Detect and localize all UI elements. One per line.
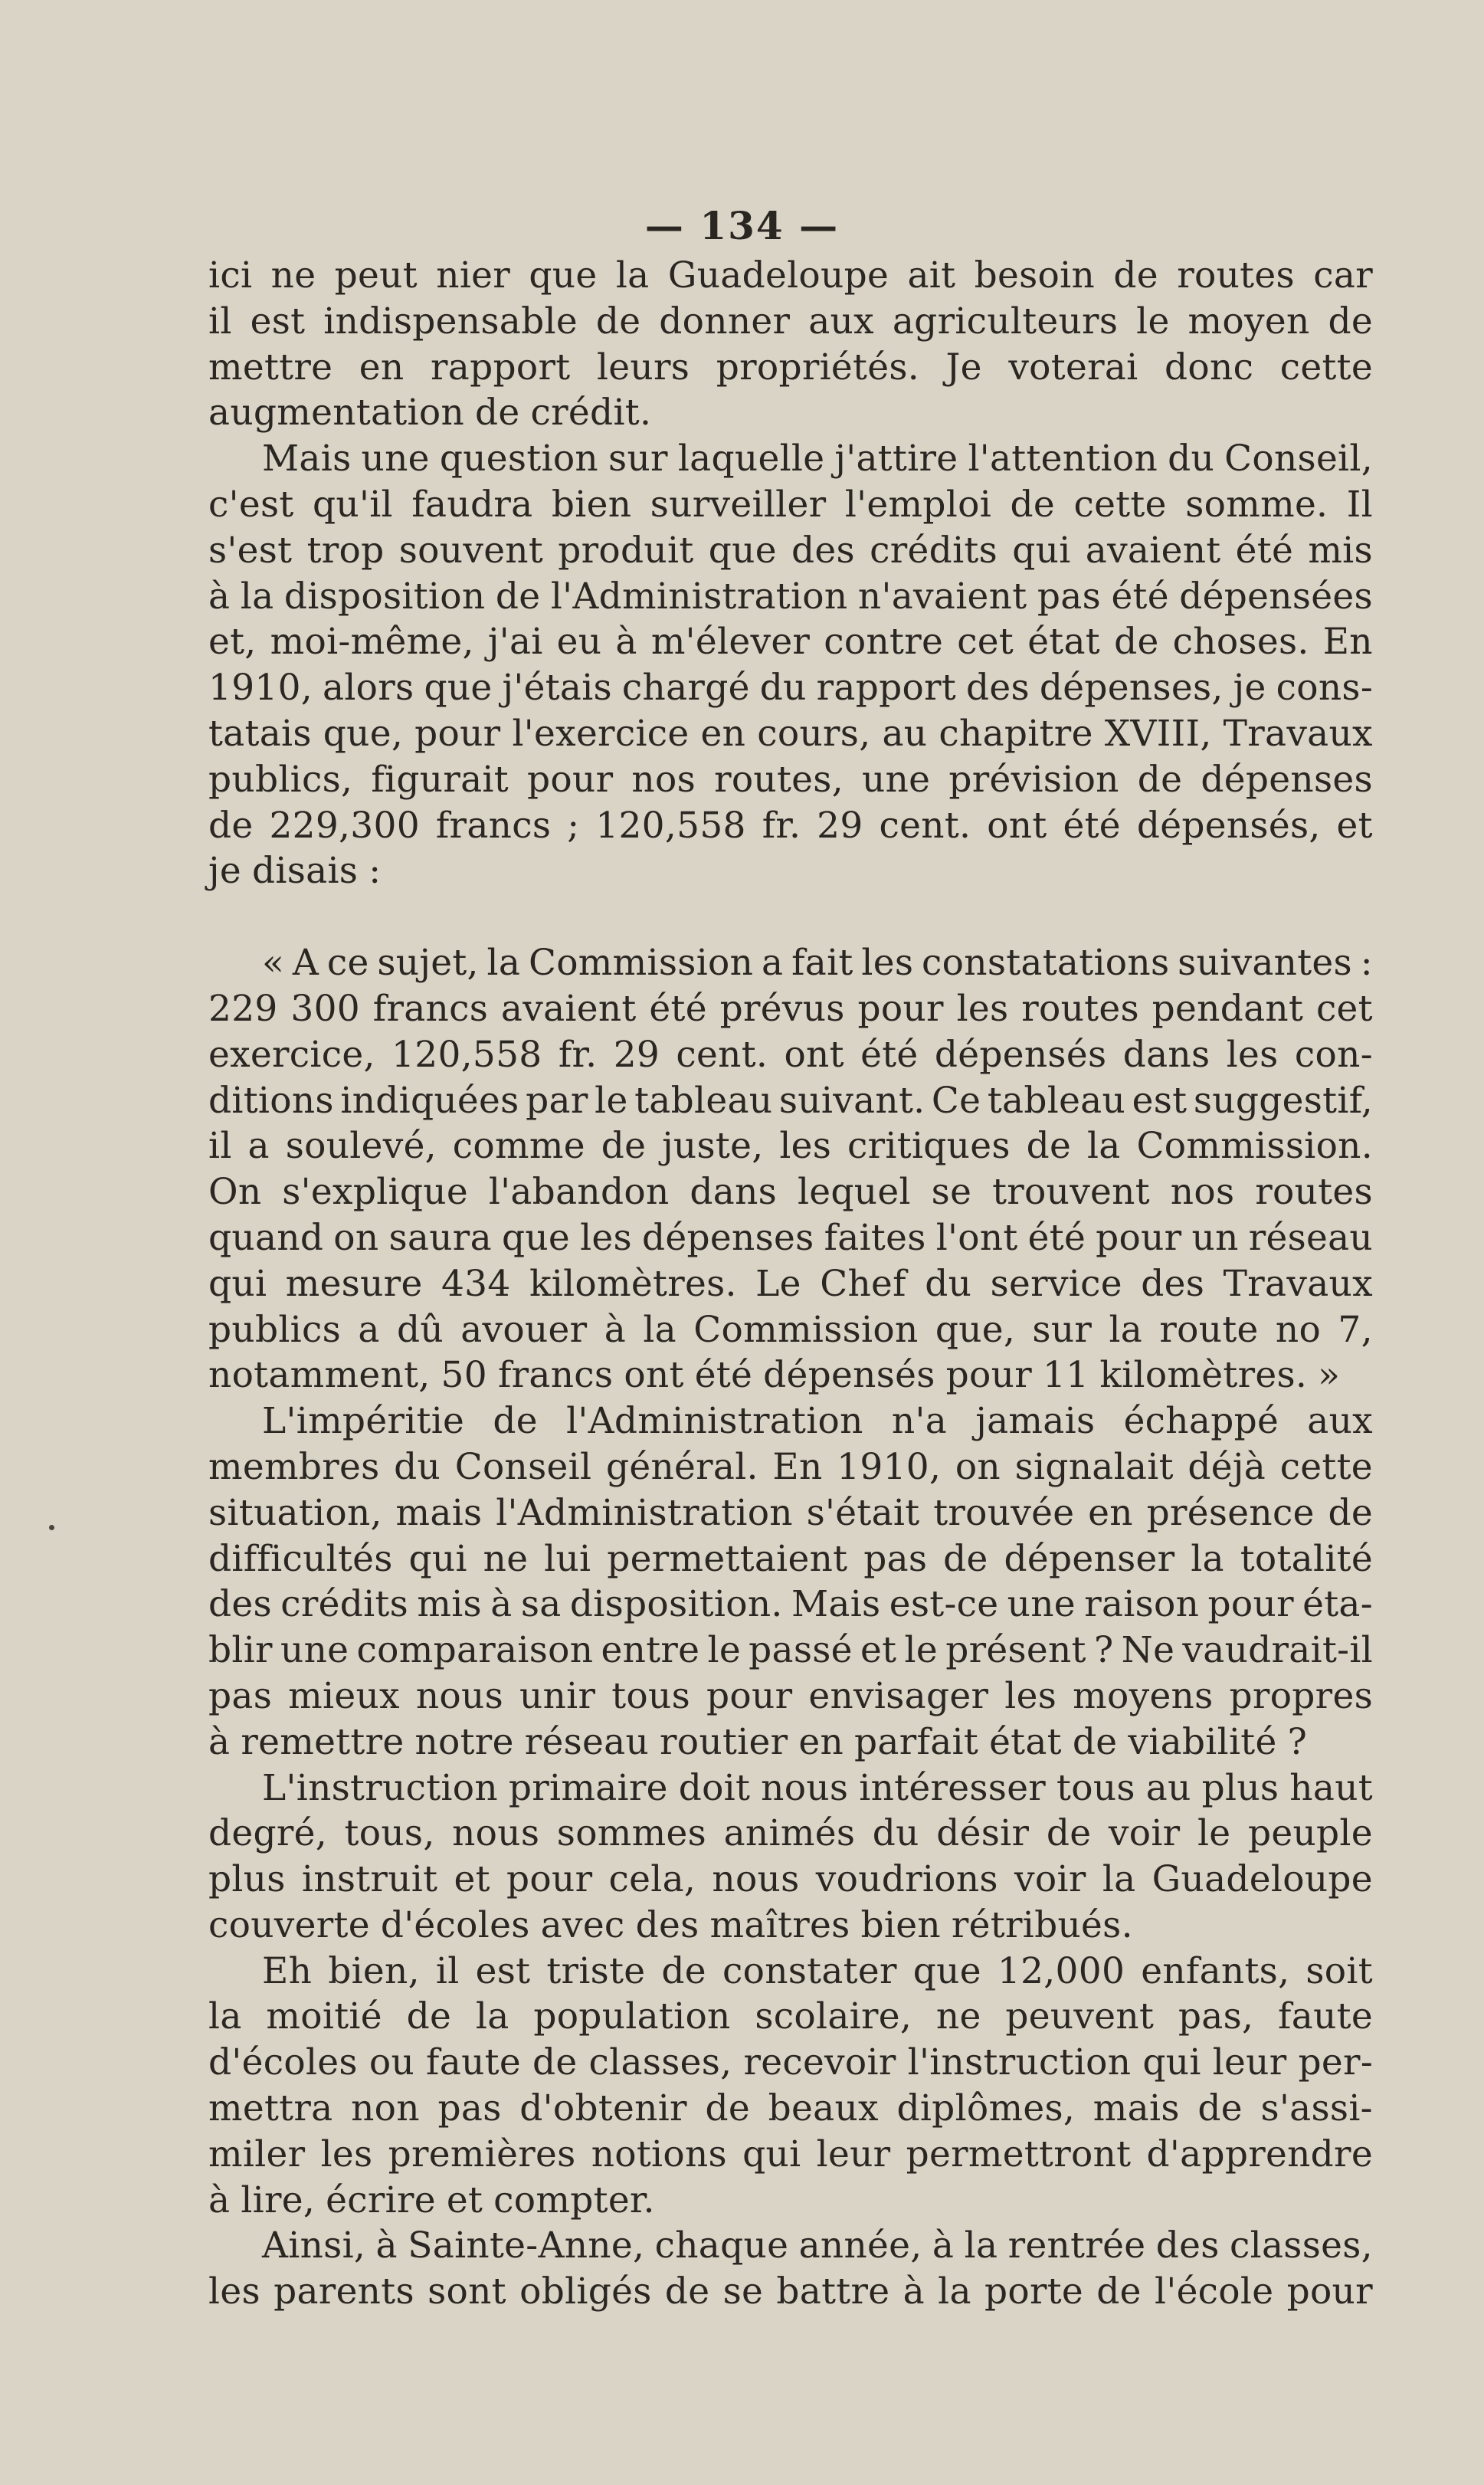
text-line: il a soulevé, comme de juste, les critiques de la Commission. xyxy=(208,1125,1373,1168)
text-line: et, moi-même, j'ai eu à m'élever contre cet état de choses. En xyxy=(208,621,1373,664)
text-line: qui mesure 434 kilomètres. Le Chef du service des Travaux xyxy=(208,1262,1373,1305)
paragraph-gap xyxy=(208,894,1373,940)
text-line: il est indispensable de donner aux agriculteurs le moyen de xyxy=(208,300,1373,343)
text-line: Eh bien, il est triste de constater que 12,000 enfants, soit xyxy=(262,1949,1373,1992)
body-text xyxy=(208,253,1373,2315)
text-line: L'instruction primaire doit nous intéresser tous au plus haut xyxy=(262,1766,1373,1809)
text-line: c'est qu'il faudra bien surveiller l'emploi de cette somme. Il xyxy=(208,483,1373,526)
text-line: tatais que, pour l'exercice en cours, au chapitre XVIII, Travaux xyxy=(208,712,1373,755)
text-line: blir une comparaison entre le passé et le présent ? Ne vaudrait-il xyxy=(208,1629,1373,1672)
text-line: à la disposition de l'Administration n'avaient pas été dépensées xyxy=(208,575,1373,618)
text-line: « A ce sujet, la Commission a fait les constatations suivantes : xyxy=(262,942,1373,985)
text-line: notamment, 50 francs ont été dépensés pour 11 kilomètres. » xyxy=(208,1354,1341,1397)
text-line: 229 300 francs avaient été prévus pour les routes pendant cet xyxy=(208,987,1373,1030)
text-line: On s'explique l'abandon dans lequel se trouvent nos routes xyxy=(208,1171,1373,1214)
text-line: mettre en rapport leurs propriétés. Je voterai donc cette xyxy=(208,346,1373,388)
text-line: à lire, écrire et compter. xyxy=(208,2178,655,2221)
text-line: d'écoles ou faute de classes, recevoir l'instruction qui leur per- xyxy=(208,2041,1373,2084)
text-line: s'est trop souvent produit que des crédits qui avaient été mis xyxy=(208,529,1373,572)
text-line: Mais une question sur laquelle j'attire l'attention du Conseil, xyxy=(262,438,1373,480)
text-line: difficultés qui ne lui permettaient pas de dépenser la totalité xyxy=(208,1537,1373,1580)
text-line: ditions indiquées par le tableau suivant. Ce tableau est suggestif, xyxy=(208,1079,1373,1122)
text-line: ici ne peut nier que la Guadeloupe ait besoin de routes car xyxy=(208,254,1373,297)
text-line: L'impéritie de l'Administration n'a jamais échappé aux xyxy=(262,1400,1373,1443)
text-line: Ainsi, à Sainte-Anne, chaque année, à la rentrée des classes, xyxy=(262,2224,1373,2267)
page-number: — 134 — xyxy=(644,203,840,248)
text-line: publics, figurait pour nos routes, une prévision de dépenses xyxy=(208,758,1373,801)
text-line: quand on saura que les dépenses faites l'ont été pour un réseau xyxy=(208,1216,1373,1259)
text-line: miler les premières notions qui leur permettront d'apprendre xyxy=(208,2133,1373,2175)
text-line: des crédits mis à sa disposition. Mais est-ce une raison pour éta- xyxy=(208,1583,1373,1626)
text-line: membres du Conseil général. En 1910, on signalait déjà cette xyxy=(208,1445,1373,1488)
text-line: je disais : xyxy=(208,850,382,893)
text-line: plus instruit et pour cela, nous voudrions voir la Guadeloupe xyxy=(208,1858,1373,1901)
text-line: 1910, alors que j'étais chargé du rapport des dépenses, je cons- xyxy=(208,667,1373,710)
ink-speck xyxy=(49,1525,54,1530)
text-line: situation, mais l'Administration s'était trouvée en présence de xyxy=(208,1491,1373,1534)
text-line: de 229,300 francs ; 120,558 fr. 29 cent. ont été dépensés, et xyxy=(208,804,1373,847)
text-line: degré, tous, nous sommes animés du désir de voir le peuple xyxy=(208,1812,1373,1855)
text-line: publics a dû avouer à la Commission que, sur la route no 7, xyxy=(208,1308,1373,1351)
text-line: augmentation de crédit. xyxy=(208,392,652,434)
text-line: pas mieux nous unir tous pour envisager les moyens propres xyxy=(208,1674,1373,1717)
text-line: mettra non pas d'obtenir de beaux diplômes, mais de s'assi- xyxy=(208,2087,1373,2130)
text-line: exercice, 120,558 fr. 29 cent. ont été dépensés dans les con- xyxy=(208,1033,1373,1076)
text-line: couverte d'écoles avec des maîtres bien rétribués. xyxy=(208,1903,1133,1946)
text-line: à remettre notre réseau routier en parfait état de viabilité ? xyxy=(208,1720,1308,1763)
text-line: la moitié de la population scolaire, ne peuvent pas, faute xyxy=(208,1995,1373,2038)
text-line: les parents sont obligés de se battre à la porte de l'école pour xyxy=(208,2270,1373,2313)
